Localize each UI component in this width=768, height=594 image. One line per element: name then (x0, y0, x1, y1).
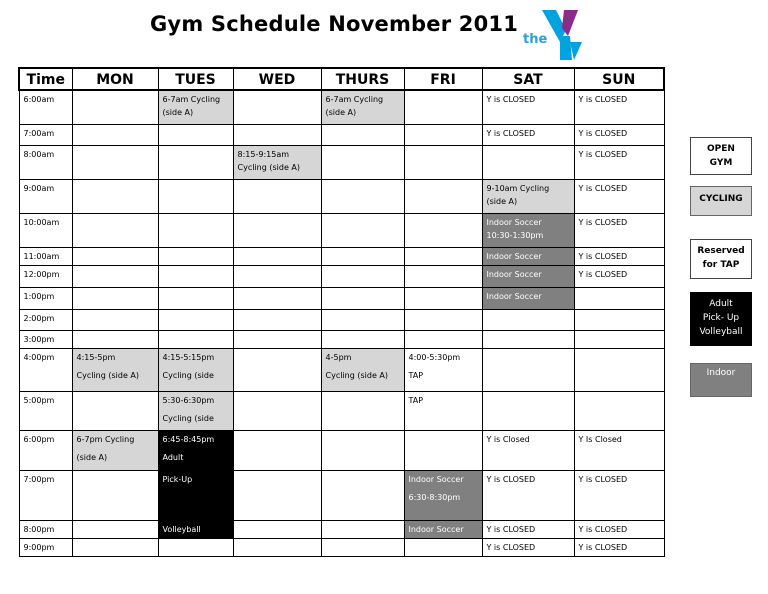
legend-adult-volleyball (690, 292, 752, 346)
schedule-cell (72, 430, 158, 470)
event-text: 4:15-5:15pm (162, 352, 215, 362)
schedule-cell (321, 470, 404, 520)
event-text: 10:30-1:30pm (486, 230, 544, 240)
schedule-cell (233, 330, 321, 348)
schedule-cell (574, 430, 664, 470)
event-text: 6:30-8:30pm (408, 492, 461, 502)
time-cell: 9:00am (19, 179, 72, 213)
schedule-cell (482, 309, 574, 330)
schedule-cell (482, 348, 574, 391)
event-text: Indoor Soccer (486, 291, 542, 301)
schedule-cell (158, 145, 233, 179)
time-cell: 4:00pm (19, 348, 72, 391)
event-text: Y is CLOSED (578, 95, 628, 104)
time-cell: 8:00am (19, 145, 72, 179)
schedule-cell (482, 391, 574, 430)
schedule-row (19, 247, 664, 265)
schedule-cell (404, 90, 482, 124)
event-text: (side A) (162, 108, 194, 117)
event-text: Pick-Up (162, 474, 193, 484)
schedule-cell (233, 470, 321, 520)
event-text: Y is CLOSED (486, 524, 536, 534)
schedule-cell (482, 247, 574, 265)
event-text: 4:00-5:30pm (408, 352, 461, 362)
schedule-row (19, 309, 664, 330)
event-text: Adult (162, 452, 184, 462)
event-text: Y is CLOSED (578, 524, 628, 534)
schedule-cell (321, 90, 404, 124)
event-text: Y is Closed (486, 434, 530, 444)
schedule-cell (321, 520, 404, 538)
schedule-cell (233, 90, 321, 124)
legend-volleyball-line: Volleyball (699, 327, 743, 337)
schedule-cell (404, 348, 482, 391)
time-cell: 6:00am (19, 90, 72, 124)
schedule-cell (574, 265, 664, 287)
schedule-cell (574, 538, 664, 556)
schedule-cell (158, 247, 233, 265)
event-text: Y is CLOSED (578, 183, 628, 193)
schedule-cell (482, 520, 574, 538)
event-text: 9-10am Cycling (486, 183, 550, 193)
event-text: 6-7am Cycling (162, 95, 221, 104)
schedule-cell (233, 287, 321, 309)
header-time: Time (19, 68, 72, 90)
event-text: Y is CLOSED (578, 149, 628, 159)
schedule-cell (233, 430, 321, 470)
legend-tap-line: Reserved (697, 246, 745, 256)
schedule-cell (321, 348, 404, 391)
schedule-cell (482, 90, 574, 124)
schedule-cell (233, 124, 321, 145)
schedule-cell (404, 179, 482, 213)
schedule-cell (321, 287, 404, 309)
schedule-cell (72, 538, 158, 556)
schedule-cell (72, 470, 158, 520)
schedule-cell (321, 538, 404, 556)
schedule-cell (158, 430, 233, 470)
schedule-cell (404, 330, 482, 348)
event-text: Indoor Soccer (486, 217, 542, 227)
legend-indoor (690, 363, 752, 397)
event-text: Volleyball (162, 524, 201, 534)
event-text: Y is CLOSED (578, 474, 628, 484)
schedule-cell (404, 213, 482, 247)
schedule-cell (574, 330, 664, 348)
schedule-cell (574, 124, 664, 145)
event-text: 5:30-6:30pm (162, 395, 215, 405)
header-sun: SUN (574, 68, 664, 90)
schedule-cell (404, 538, 482, 556)
header-mon: MON (72, 68, 158, 90)
event-text: (side A) (325, 108, 357, 117)
schedule-cell (574, 470, 664, 520)
header-wed: WED (233, 68, 321, 90)
header-tues: TUES (158, 68, 233, 90)
time-cell: 1:00pm (19, 287, 72, 309)
schedule-cell (321, 330, 404, 348)
schedule-row (19, 430, 664, 470)
event-text: Cycling (side A) (76, 370, 140, 380)
schedule-cell (158, 213, 233, 247)
schedule-body (19, 90, 664, 556)
schedule-cell (72, 287, 158, 309)
schedule-cell (158, 391, 233, 430)
event-text: 6-7am Cycling (325, 95, 384, 104)
schedule-cell (158, 348, 233, 391)
schedule-cell (482, 145, 574, 179)
time-cell: 2:00pm (19, 309, 72, 330)
schedule-row (19, 538, 664, 556)
schedule-cell (158, 470, 233, 520)
schedule-cell (233, 348, 321, 391)
schedule-cell (404, 287, 482, 309)
event-text: TAP (408, 370, 424, 380)
schedule-cell (321, 391, 404, 430)
schedule-row (19, 265, 664, 287)
schedule-row (19, 391, 664, 430)
schedule-cell (72, 179, 158, 213)
schedule-cell (321, 430, 404, 470)
schedule-cell (233, 213, 321, 247)
header-sat: SAT (482, 68, 574, 90)
schedule-cell (158, 265, 233, 287)
schedule-cell (321, 213, 404, 247)
time-cell: 7:00am (19, 124, 72, 145)
schedule-cell (574, 179, 664, 213)
time-cell: 11:00am (19, 247, 72, 265)
event-text: Y is CLOSED (486, 128, 536, 138)
schedule-row (19, 213, 664, 247)
schedule-cell (482, 470, 574, 520)
header-row (19, 68, 664, 90)
legend-reserved-tap (690, 239, 752, 279)
ymca-logo (520, 6, 600, 64)
event-text: TAP (408, 395, 424, 405)
schedule-cell (321, 247, 404, 265)
schedule-cell (321, 179, 404, 213)
event-text: Y is CLOSED (578, 128, 628, 138)
legend-tap-line: for TAP (702, 260, 740, 270)
schedule-cell (404, 430, 482, 470)
schedule-cell (158, 538, 233, 556)
schedule-cell (404, 145, 482, 179)
schedule-row (19, 124, 664, 145)
event-text: 4-5pm (325, 352, 352, 362)
schedule-cell (158, 179, 233, 213)
legend-open-gym (690, 137, 752, 175)
schedule-cell (158, 287, 233, 309)
schedule-cell (574, 90, 664, 124)
schedule-cell (158, 124, 233, 145)
schedule-cell (233, 247, 321, 265)
legend-indoor-label: Indoor (706, 368, 736, 378)
schedule-row (19, 470, 664, 520)
schedule-cell (158, 520, 233, 538)
schedule-cell (404, 247, 482, 265)
schedule-cell (574, 348, 664, 391)
schedule-cell (574, 145, 664, 179)
event-text: Y is CLOSED (578, 542, 628, 552)
event-text: Indoor Soccer (408, 524, 464, 534)
schedule-cell (404, 124, 482, 145)
schedule-cell (574, 287, 664, 309)
schedule-cell (321, 265, 404, 287)
page-title: Gym Schedule November 2011 (150, 12, 519, 36)
schedule-row (19, 348, 664, 391)
schedule-cell (482, 124, 574, 145)
schedule-row (19, 90, 664, 124)
schedule-row (19, 330, 664, 348)
time-cell: 7:00pm (19, 470, 72, 520)
schedule-cell (233, 265, 321, 287)
schedule-cell (574, 247, 664, 265)
schedule-cell (404, 265, 482, 287)
logo-text: the (523, 32, 548, 47)
schedule-cell (72, 330, 158, 348)
event-text: Y is CLOSED (486, 95, 536, 104)
time-cell: 8:00pm (19, 520, 72, 538)
event-text: 6:45-8:45pm (162, 434, 215, 444)
event-text: Cycling (side A) (325, 370, 389, 380)
legend-volleyball-line: Pick- Up (702, 313, 740, 323)
legend-volleyball-line: Adult (709, 299, 733, 309)
schedule-cell (482, 213, 574, 247)
schedule-cell (72, 247, 158, 265)
schedule-cell (233, 309, 321, 330)
schedule-row (19, 520, 664, 538)
legend-cycling-label: CYCLING (699, 194, 743, 204)
time-cell: 12:00pm (19, 265, 72, 287)
header-thurs: THURS (321, 68, 404, 90)
schedule-cell (158, 330, 233, 348)
event-text: Cycling (side (162, 370, 214, 380)
schedule-cell (482, 330, 574, 348)
event-text: (side A) (76, 452, 108, 462)
schedule-cell (233, 538, 321, 556)
schedule-cell (321, 124, 404, 145)
schedule-cell (72, 309, 158, 330)
schedule-cell (72, 124, 158, 145)
schedule-cell (482, 287, 574, 309)
schedule-cell (574, 213, 664, 247)
schedule-cell (404, 470, 482, 520)
schedule-cell (482, 265, 574, 287)
event-text: Y is CLOSED (486, 542, 536, 552)
time-cell: 10:00am (19, 213, 72, 247)
time-cell: 9:00pm (19, 538, 72, 556)
schedule-cell (404, 520, 482, 538)
event-text: Indoor Soccer (486, 269, 542, 279)
time-cell: 6:00pm (19, 430, 72, 470)
legend-open-gym-line: GYM (709, 158, 733, 168)
schedule-cell (404, 391, 482, 430)
schedule-row (19, 287, 664, 309)
event-text: Cycling (side (162, 413, 214, 423)
schedule-cell (574, 520, 664, 538)
legend-open-gym-line: OPEN (707, 144, 735, 154)
event-text: Y is CLOSED (486, 474, 536, 484)
event-text: Y is CLOSED (578, 217, 628, 227)
schedule-cell (321, 309, 404, 330)
schedule-cell (574, 391, 664, 430)
schedule-cell (72, 145, 158, 179)
event-text: Y is CLOSED (578, 269, 628, 279)
event-text: Indoor Soccer (408, 474, 464, 484)
schedule-cell (72, 90, 158, 124)
event-text: (side A) (486, 196, 518, 206)
event-text: Y is CLOSED (578, 251, 628, 261)
schedule-cell (482, 179, 574, 213)
header-fri: FRI (404, 68, 482, 90)
schedule-cell (233, 391, 321, 430)
event-text: Indoor Soccer (486, 251, 542, 261)
schedule-cell (72, 265, 158, 287)
schedule-cell (233, 179, 321, 213)
schedule-cell (321, 145, 404, 179)
schedule-cell (233, 145, 321, 179)
schedule-cell (72, 348, 158, 391)
event-text: Cycling (side A) (237, 162, 301, 172)
schedule-cell (158, 309, 233, 330)
legend-cycling (690, 186, 752, 216)
time-cell: 5:00pm (19, 391, 72, 430)
schedule-cell (482, 538, 574, 556)
schedule-cell (233, 520, 321, 538)
event-text: 6-7pm Cycling (76, 434, 135, 444)
event-text: Y Is Closed (578, 434, 622, 444)
schedule-row (19, 145, 664, 179)
schedule-cell (482, 430, 574, 470)
schedule-cell (72, 213, 158, 247)
time-cell: 3:00pm (19, 330, 72, 348)
schedule-row (19, 179, 664, 213)
event-text: 8:15-9:15am (237, 149, 290, 159)
schedule-cell (158, 90, 233, 124)
event-text: 4:15-5pm (76, 352, 116, 362)
schedule-cell (72, 391, 158, 430)
schedule-table (18, 67, 665, 557)
schedule-cell (72, 520, 158, 538)
schedule-cell (574, 309, 664, 330)
schedule-cell (404, 309, 482, 330)
